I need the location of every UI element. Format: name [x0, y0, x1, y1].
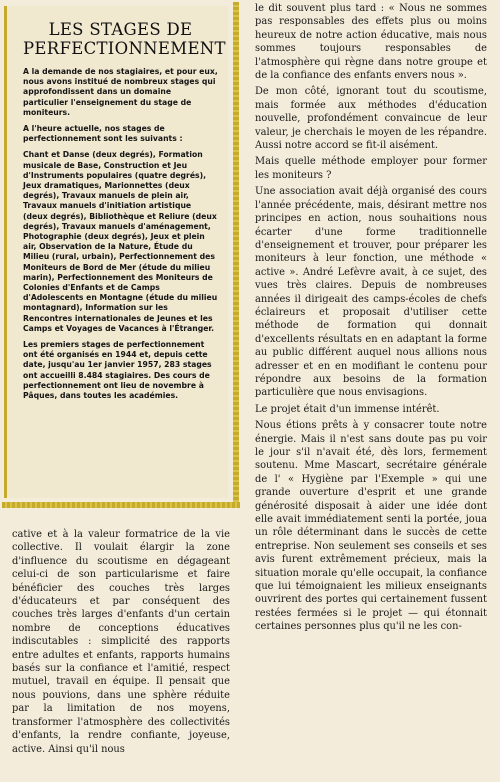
right-paragraph-4: Une association avait déjà organisé des cours l'année précédente, mais, désirant mettre nos principes en action, nous souhaitions nous écarter d'une forme traditionnelle d'enseignement et trouver, pour préparer les moniteurs à leur fonction, une méthode « active ». André Lefèvre avait, à ce sujet, des vues très claires. Depuis de nombreuses années il dirigeait des camps-écoles de chefs éclaireurs et proposait d'utiliser cette méthode de formation qui donnait d'excellents résultats en en adaptant la forme au public différent auquel nous allions nous adresser et en en modifiant le contenu pour répondre aux besoins de la formation particulière que nous envisagions.: [255, 186, 487, 399]
left-paragraph-1: cative et à la valeur formatrice de la vie collective. Il voulait élargir la zone d'influence du scoutisme en dégageant celui-ci de son particularisme et faire bénéficier des couches très larges d'éducateurs et par conséquent des couches très larges d'enfants d'un certain nombre de conceptions éducatives indiscutables : simplicité des rapports entre adultes et enfants, rapports humains basés sur la confiance et l'amitié, respect mutuel, travail en équipe. Il pensait que nous pouvions, dans une sphère réduite par la limitation de nos moyens, transformer l'atmosphère des collectivités d'enfants, la rendre confiante, joyeuse, active. Ainsi qu'il nous: [12, 529, 230, 755]
right-paragraph-3: Mais quelle méthode employer pour former les moniteurs ?: [255, 156, 487, 181]
box-stage-list: Chant et Danse (deux degrés), Formation musicale de Base, Construction et Jeu d'Instruments populaires (quatre degrés), Jeux dramatiques, Marionnettes (deux degrés), Travaux manuels de plein air, Travaux manuels d'initiation artistique (deux degrés), Bibliothèque et Reliure (deux degrés), Travaux manuels d'aménagement, Photographie (deux degrés), Jeux et plein air, Observation de la Nature, Étude du Milieu (rural, urbain), Perfectionnement des Moniteurs de Bord de Mer (étude du milieu marin), Perfectionnement des Moniteurs de Colonies d'Enfants et de Camps d'Adolescents en Montagne (étude du milieu montagnard), Information sur les Rencontres internationales de Jeunes et les Camps et Voyages de Vacances à l'Étranger.: [23, 150, 218, 333]
right-paragraph-2: De mon côté, ignorant tout du scoutisme, mais formée aux méthodes d'éducation nouvelle, profondément convaincue de leur valeur, je cherchais le moyen de les répandre. Aussi notre accord se fit-il aisément.: [255, 86, 487, 152]
box-title-line-2: PERFECTIONNEMENT: [23, 39, 226, 58]
right-paragraph-5: Le projet était d'un immense intérêt.: [255, 403, 440, 415]
left-text-column: [12, 528, 230, 778]
right-paragraph-1: le dit souvent plus tard : « Nous ne sommes pas responsables des effets plus ou moins heureux de notre action éducative, mais nous sommes toujours responsables de l'atmosphère qui règne dans notre groupe et de la confiance des enfants envers nous ».: [255, 3, 487, 82]
right-text-column: [255, 2, 487, 777]
stages-info-box: [4, 6, 228, 498]
box-border-right: [233, 2, 239, 508]
box-title: [23, 20, 226, 58]
box-intro: A la demande de nos stagiaires, et pour eux, nous avons institué de nombreux stages qui approfondissent dans un domaine particulier l'enseignement du stage de moniteurs.: [23, 67, 218, 117]
right-paragraph-6: Nous étions prêts à y consacrer toute notre énergie. Mais il n'est sans doute pas pu voir le jour s'il n'avait été, dès lors, fermement soutenu. Mme Mascart, secrétaire générale de l' « Hygiène par l'Exemple » qui une grande ouverture d'esprit et une grande générosité disposait à aider une idée dont elle avait immédiatement senti la portée, joua un rôle déterminant dans le succès de cette entreprise. Non seulement ses conseils et ses avis furent extrêmement précieux, mais la situation morale qu'elle occupait, la confiance que lui témoignaient les milieux enseignants ouvrirent des portes qui certainement fussent restées fermées si le projet — qui étonnait certaines personnes plus qu'il ne les con-: [255, 420, 487, 633]
box-history: Les premiers stages de perfectionnement ont été organisés en 1944 et, depuis cette date, jusqu'au 1er janvier 1957, 283 stages ont accueilli 8.484 stagiaires. Des cours de perfectionnement ont lieu de novembre à Pâques, dans toutes les académies.: [23, 340, 212, 401]
box-title-line-1: LES STAGES DE: [48, 20, 193, 39]
box-border-bottom: [2, 502, 240, 508]
box-current-heading: A l'heure actuelle, nos stages de perfectionnement sont les suivants :: [23, 124, 183, 144]
